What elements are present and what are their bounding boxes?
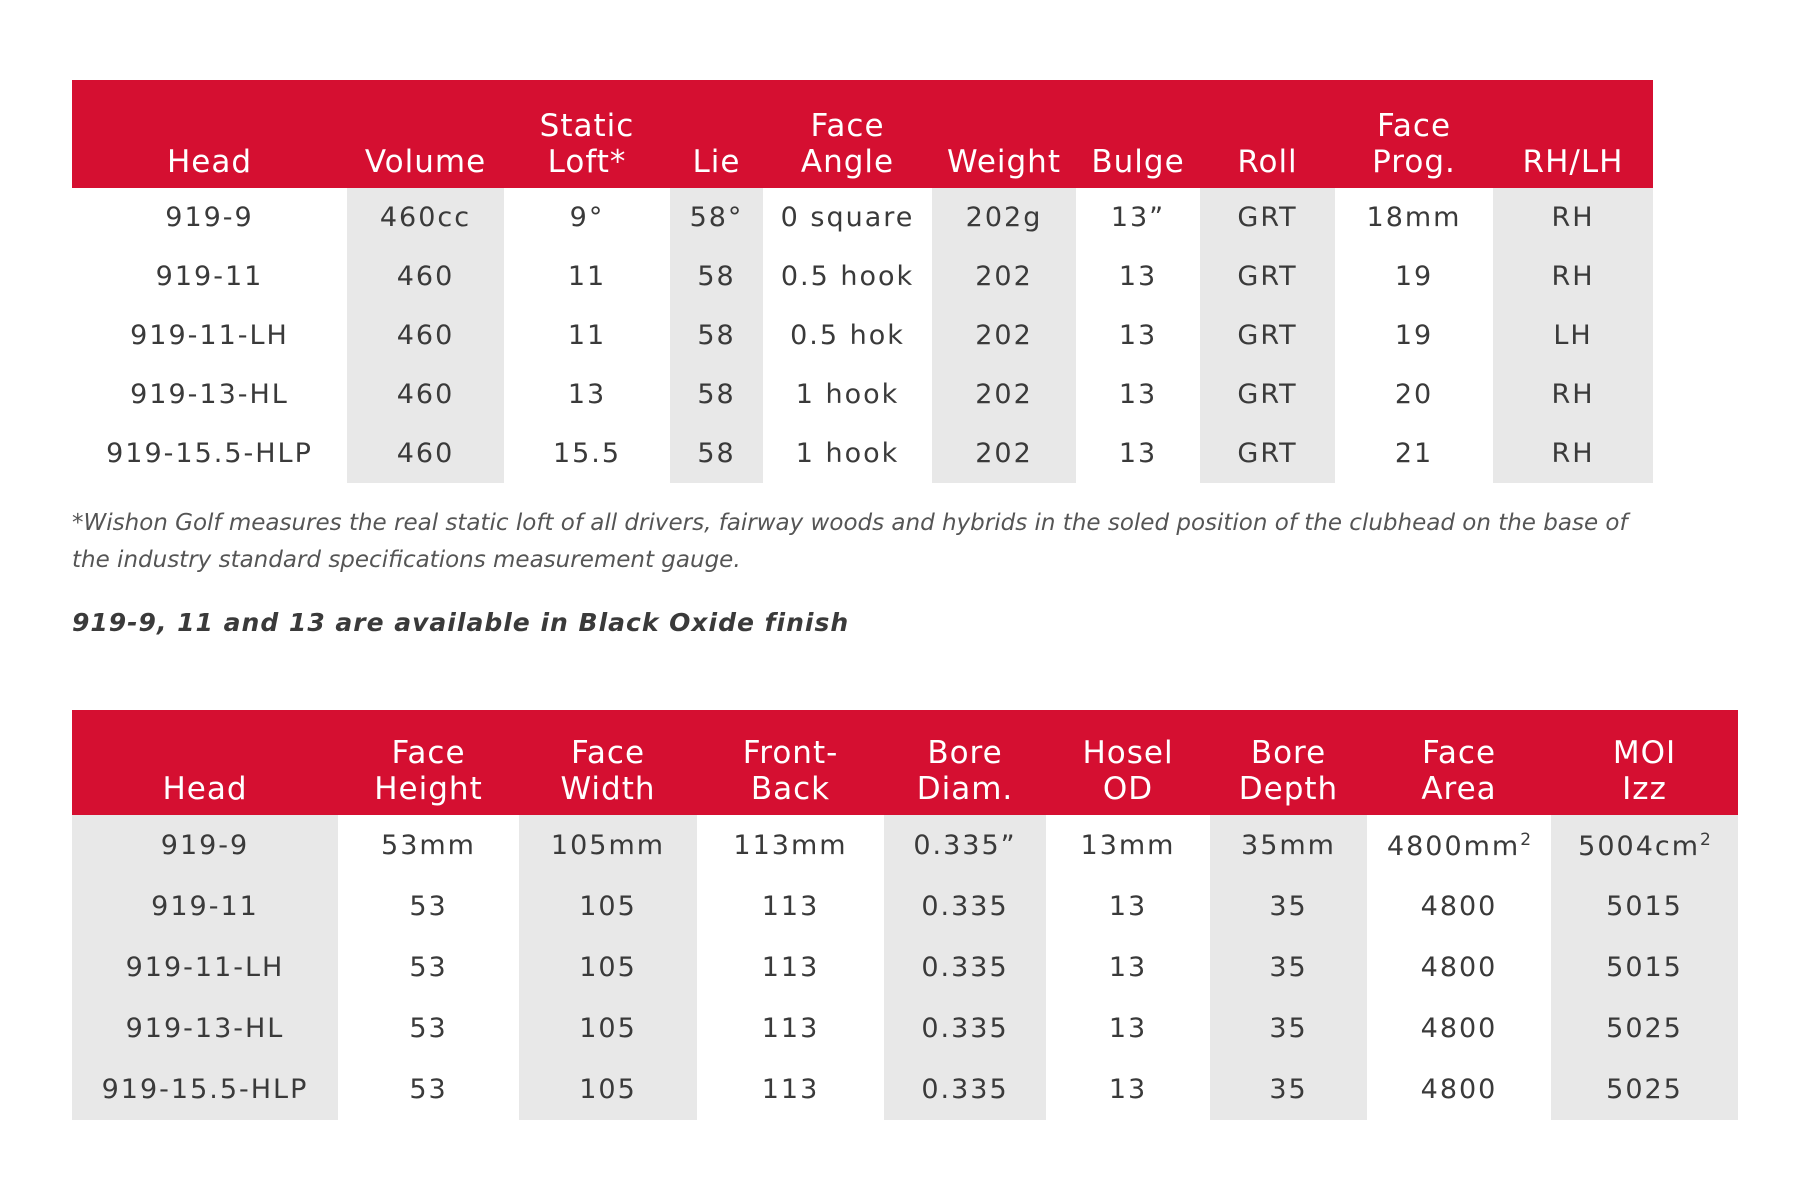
header-rh-lh: RH/LH bbox=[1493, 80, 1653, 188]
cell-lie: 58° bbox=[670, 188, 763, 247]
table-row bbox=[72, 188, 1653, 247]
specs-table bbox=[72, 80, 1653, 483]
face-area-value: 4800mm bbox=[1386, 830, 1521, 862]
cell-front-back: 113 bbox=[761, 891, 820, 922]
cell-lie: 58 bbox=[670, 247, 763, 306]
cell-face-angle: 0 square bbox=[780, 202, 915, 233]
header-roll: Roll bbox=[1200, 80, 1335, 188]
cell-bore-diam: 0.335” bbox=[884, 815, 1046, 876]
squared-superscript: 2 bbox=[1700, 829, 1711, 850]
cell-face-area: 4800 bbox=[1420, 1013, 1498, 1044]
cell-head: 919-11-LH bbox=[130, 320, 289, 351]
cell-rh-lh: RH bbox=[1493, 247, 1653, 306]
header-front-back: Front- Back bbox=[697, 710, 884, 815]
cell-bore-depth: 35 bbox=[1210, 1059, 1367, 1120]
moi-value: 5004cm bbox=[1578, 830, 1701, 862]
cell-face-width: 105mm bbox=[519, 815, 697, 876]
header-face-prog: Face Prog. bbox=[1335, 80, 1493, 188]
header-lie: Lie bbox=[670, 80, 763, 188]
cell-static-loft: 11 bbox=[567, 261, 607, 292]
table-row bbox=[72, 937, 1738, 998]
cell-roll: GRT bbox=[1200, 306, 1335, 365]
table-row bbox=[72, 365, 1653, 424]
cell-lie: 58 bbox=[670, 306, 763, 365]
cell-static-loft: 11 bbox=[567, 320, 607, 351]
table-row bbox=[72, 306, 1653, 365]
cell-moi-izz: 5015 bbox=[1551, 937, 1738, 998]
table-row bbox=[72, 247, 1653, 306]
cell-volume: 460 bbox=[347, 306, 504, 365]
cell-rh-lh: LH bbox=[1493, 306, 1653, 365]
cell-face-angle: 0.5 hook bbox=[780, 261, 915, 292]
cell-front-back: 113 bbox=[761, 1074, 820, 1105]
header-face-angle: Face Angle bbox=[763, 80, 932, 188]
cell-face-prog: 21 bbox=[1394, 438, 1434, 469]
cell-face-width: 105 bbox=[519, 1059, 697, 1120]
header-bore-depth: Bore Depth bbox=[1210, 710, 1367, 815]
cell-weight: 202 bbox=[932, 424, 1076, 483]
cell-bulge: 13 bbox=[1118, 379, 1158, 410]
cell-rh-lh: RH bbox=[1493, 365, 1653, 424]
cell-weight: 202g bbox=[932, 188, 1076, 247]
cell-bore-depth: 35 bbox=[1210, 937, 1367, 998]
cell-roll: GRT bbox=[1200, 424, 1335, 483]
cell-face-prog: 20 bbox=[1394, 379, 1434, 410]
cell-hosel-od: 13mm bbox=[1080, 830, 1176, 861]
cell-bulge: 13 bbox=[1118, 261, 1158, 292]
cell-bore-depth: 35mm bbox=[1210, 815, 1367, 876]
cell-head: 919-13-HL bbox=[72, 998, 338, 1059]
cell-bore-depth: 35 bbox=[1210, 876, 1367, 937]
cell-hosel-od: 13 bbox=[1108, 1013, 1148, 1044]
cell-face-angle: 0.5 hok bbox=[790, 320, 905, 351]
cell-weight: 202 bbox=[932, 365, 1076, 424]
cell-bulge: 13 bbox=[1118, 320, 1158, 351]
header-head: Head bbox=[72, 710, 338, 815]
cell-front-back: 113 bbox=[761, 952, 820, 983]
cell-hosel-od: 13 bbox=[1108, 1074, 1148, 1105]
cell-roll: GRT bbox=[1200, 247, 1335, 306]
cell-moi-izz: 5025 bbox=[1551, 1059, 1738, 1120]
cell-head: 919-13-HL bbox=[130, 379, 289, 410]
table-row bbox=[72, 815, 1738, 876]
cell-bore-diam: 0.335 bbox=[884, 998, 1046, 1059]
header-volume: Volume bbox=[347, 80, 504, 188]
finish-note: 919-9, 11 and 13 are available in Black Oxide finish bbox=[72, 608, 850, 637]
cell-face-width: 105 bbox=[519, 998, 697, 1059]
cell-face-area: 4800 bbox=[1420, 1074, 1498, 1105]
cell-head: 919-15.5-HLP bbox=[106, 438, 313, 469]
header-static-loft: Static Loft* bbox=[504, 80, 670, 188]
cell-face-height: 53 bbox=[409, 1074, 448, 1105]
cell-face-angle: 1 hook bbox=[795, 379, 900, 410]
cell-rh-lh: RH bbox=[1493, 424, 1653, 483]
cell-face-prog: 19 bbox=[1394, 261, 1434, 292]
cell-face-prog: 19 bbox=[1394, 320, 1434, 351]
cell-lie: 58 bbox=[670, 424, 763, 483]
cell-static-loft: 9° bbox=[569, 202, 605, 233]
cell-face-height: 53 bbox=[409, 891, 448, 922]
specs-header-row bbox=[72, 80, 1653, 188]
cell-volume: 460 bbox=[347, 365, 504, 424]
cell-hosel-od: 13 bbox=[1108, 891, 1148, 922]
cell-head: 919-11-LH bbox=[72, 937, 338, 998]
table-row bbox=[72, 998, 1738, 1059]
cell-static-loft: 13 bbox=[567, 379, 607, 410]
dimensions-header-row bbox=[72, 710, 1738, 815]
header-face-area: Face Area bbox=[1367, 710, 1551, 815]
dimensions-table bbox=[72, 710, 1738, 1120]
cell-head: 919-9 bbox=[72, 815, 338, 876]
cell-bore-depth: 35 bbox=[1210, 998, 1367, 1059]
cell-volume: 460 bbox=[347, 247, 504, 306]
cell-face-width: 105 bbox=[519, 937, 697, 998]
cell-front-back: 113 bbox=[761, 1013, 820, 1044]
cell-face-area: 4800 bbox=[1420, 952, 1498, 983]
cell-bore-diam: 0.335 bbox=[884, 876, 1046, 937]
header-moi-izz: MOI Izz bbox=[1551, 710, 1738, 815]
cell-head: 919-15.5-HLP bbox=[72, 1059, 338, 1120]
cell-bore-diam: 0.335 bbox=[884, 937, 1046, 998]
cell-face-area: 4800 bbox=[1420, 891, 1498, 922]
header-head: Head bbox=[72, 80, 347, 188]
cell-moi-izz bbox=[1551, 815, 1738, 876]
header-hosel-od: Hosel OD bbox=[1046, 710, 1210, 815]
header-face-height: Face Height bbox=[338, 710, 519, 815]
header-weight: Weight bbox=[932, 80, 1076, 188]
cell-weight: 202 bbox=[932, 306, 1076, 365]
cell-front-back: 113mm bbox=[733, 830, 848, 861]
cell-face-height: 53 bbox=[409, 952, 448, 983]
cell-static-loft: 15.5 bbox=[552, 438, 622, 469]
header-face-width: Face Width bbox=[519, 710, 697, 815]
cell-rh-lh: RH bbox=[1493, 188, 1653, 247]
cell-hosel-od: 13 bbox=[1108, 952, 1148, 983]
cell-moi-izz: 5025 bbox=[1551, 998, 1738, 1059]
cell-bulge: 13 bbox=[1118, 438, 1158, 469]
cell-face-height: 53mm bbox=[381, 830, 476, 861]
cell-head: 919-11 bbox=[155, 261, 264, 292]
table-row bbox=[72, 1059, 1738, 1120]
cell-bore-diam: 0.335 bbox=[884, 1059, 1046, 1120]
cell-face-height: 53 bbox=[409, 1013, 448, 1044]
cell-volume: 460cc bbox=[347, 188, 504, 247]
cell-face-angle: 1 hook bbox=[795, 438, 900, 469]
table-row bbox=[72, 876, 1738, 937]
cell-volume: 460 bbox=[347, 424, 504, 483]
cell-face-prog: 18mm bbox=[1366, 202, 1462, 233]
cell-roll: GRT bbox=[1200, 365, 1335, 424]
squared-superscript: 2 bbox=[1520, 829, 1532, 850]
header-bore-diam: Bore Diam. bbox=[884, 710, 1046, 815]
cell-head: 919-9 bbox=[165, 202, 254, 233]
cell-lie: 58 bbox=[670, 365, 763, 424]
cell-face-width: 105 bbox=[519, 876, 697, 937]
cell-moi-izz: 5015 bbox=[1551, 876, 1738, 937]
loft-footnote: *Wishon Golf measures the real static loft of all drivers, fairway woods and hybrids in the soled position of the clubhead on the base of the industry standard specifications measurement gauge. bbox=[72, 510, 1628, 573]
cell-bulge: 13” bbox=[1110, 202, 1166, 233]
cell-roll: GRT bbox=[1200, 188, 1335, 247]
table-row bbox=[72, 424, 1653, 483]
header-bulge: Bulge bbox=[1076, 80, 1200, 188]
cell-head: 919-11 bbox=[72, 876, 338, 937]
cell-weight: 202 bbox=[932, 247, 1076, 306]
cell-face-area bbox=[1367, 815, 1551, 876]
